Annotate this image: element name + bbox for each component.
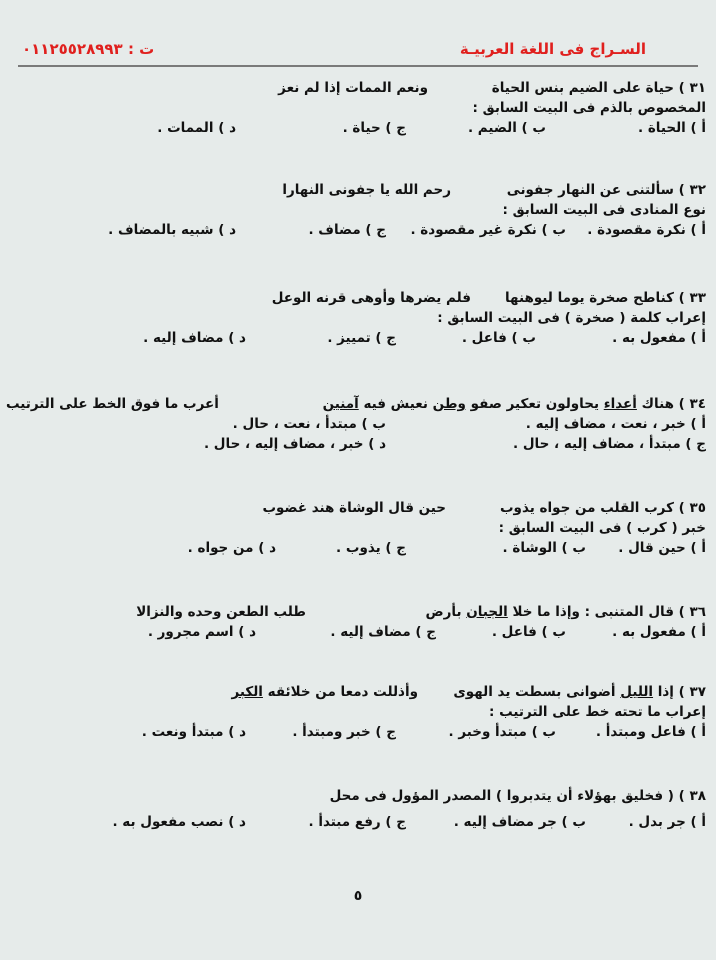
q38-option-b[interactable]: ب ) جر مضاف إليه . bbox=[453, 814, 586, 830]
q36-verse-second: طلب الطعن وحده والنزالا bbox=[136, 604, 306, 620]
q37-option-c[interactable]: ج ) خبر ومبتدأ . bbox=[292, 724, 396, 740]
q33-option-d[interactable]: د ) مضاف إليه . bbox=[143, 330, 246, 346]
q33-option-c[interactable]: ج ) تمييز . bbox=[327, 330, 396, 346]
q35-verse-first: ٣٥ ) كرب القلب من جواه يذوب bbox=[499, 500, 706, 516]
q31-verse-second: ونعم الممات إذا لم نعز bbox=[278, 80, 428, 96]
q37-option-a[interactable]: أ ) فاعل ومبتدأ . bbox=[595, 724, 706, 740]
q38-option-c[interactable]: ج ) رفع مبتدأ . bbox=[308, 814, 406, 830]
q33-verse-first: ٣٣ ) كناطح صخرة يوما ليوهنها bbox=[504, 290, 706, 306]
page-header bbox=[18, 30, 698, 64]
q38-option-a[interactable]: أ ) جر بدل . bbox=[628, 814, 706, 830]
q35-question: خبر ( كرب ) فى البيت السابق : bbox=[498, 520, 706, 536]
question-38 bbox=[6, 788, 706, 836]
q36-option-c[interactable]: ج ) مضاف إليه . bbox=[330, 624, 436, 640]
q36-option-d[interactable]: د ) اسم مجرور . bbox=[147, 624, 256, 640]
q34-middle-1: يحاولون تعكير صفو bbox=[470, 396, 600, 412]
q33-verse-second: فلم يضرها وأوهى قرنه الوعل bbox=[271, 290, 471, 306]
q36-underlined-word: الجبان bbox=[466, 604, 508, 620]
question-33 bbox=[6, 290, 706, 352]
q37-rest-second: وأذللت دمعا من خلائقه bbox=[267, 684, 418, 700]
question-34 bbox=[6, 396, 706, 458]
q35-option-a[interactable]: أ ) حين قال . bbox=[618, 540, 706, 556]
q37-underlined-word-1: الليل bbox=[620, 684, 654, 700]
header-title: السـراج فى اللغة العربيـة bbox=[459, 40, 646, 58]
page-number: ٥ bbox=[353, 888, 363, 904]
q35-option-d[interactable]: د ) من جواه . bbox=[187, 540, 276, 556]
q31-question: المخصوص بالذم فى البيت السابق : bbox=[472, 100, 706, 116]
q34-option-d[interactable]: د ) خبر ، مضاف إليه ، حال . bbox=[203, 436, 386, 452]
q38-option-d[interactable]: د ) نصب مفعول به . bbox=[112, 814, 246, 830]
question-37 bbox=[6, 684, 706, 746]
question-31 bbox=[6, 80, 706, 142]
q31-verse-first: ٣١ ) حياة على الضيم بنس الحياة bbox=[491, 80, 706, 96]
q35-verse-second: حين قال الوشاة هند غضوب bbox=[262, 500, 446, 516]
q33-option-a[interactable]: أ ) مفعول به . bbox=[612, 330, 706, 346]
q32-verse-second: رحم الله يا جفونى النهارا bbox=[282, 182, 451, 198]
q36-prefix: ٣٦ ) قال المتنبى : وإذا ما خلا bbox=[512, 604, 706, 620]
q32-verse-first: ٣٢ ) سألتنى عن النهار جفونى bbox=[506, 182, 706, 198]
q32-question: نوع المنادى فى البيت السابق : bbox=[502, 202, 706, 218]
q37-option-b[interactable]: ب ) مبتدأ وخبر . bbox=[448, 724, 556, 740]
q36-option-b[interactable]: ب ) فاعل . bbox=[491, 624, 566, 640]
q37-underlined-word-2: الكبر bbox=[231, 684, 263, 700]
q32-option-b[interactable]: ب ) نكرة غير مقصودة . bbox=[410, 222, 566, 238]
q37-prefix: ٣٧ ) إذا bbox=[657, 684, 706, 700]
question-35 bbox=[6, 500, 706, 562]
q34-option-c[interactable]: ج ) مبتدأ ، مضاف إليه ، حال . bbox=[512, 436, 706, 452]
q37-rest-first: أضوانى بسطت يد الهوى bbox=[453, 684, 616, 700]
q34-option-a[interactable]: أ ) خبر ، نعت ، مضاف إليه . bbox=[525, 416, 706, 432]
q31-option-d[interactable]: د ) الممات . bbox=[157, 120, 236, 136]
q34-middle-2: نعيش فيه bbox=[363, 396, 428, 412]
header-rule bbox=[18, 65, 698, 67]
q32-option-a[interactable]: أ ) نكرة مقصودة . bbox=[587, 222, 706, 238]
q31-option-b[interactable]: ب ) الضيم . bbox=[467, 120, 546, 136]
q36-option-a[interactable]: أ ) مفعول به . bbox=[612, 624, 706, 640]
q37-verse-first bbox=[453, 684, 706, 700]
q35-option-b[interactable]: ب ) الوشاة . bbox=[502, 540, 586, 556]
q35-option-c[interactable]: ج ) يذوب . bbox=[336, 540, 406, 556]
q34-option-b[interactable]: ب ) مبتدأ ، نعت ، حال . bbox=[232, 416, 386, 432]
q33-question: إعراب كلمة ( صخرة ) فى البيت السابق : bbox=[437, 310, 706, 326]
q32-option-c[interactable]: ج ) مضاف . bbox=[308, 222, 386, 238]
q31-option-c[interactable]: ج ) حياة . bbox=[342, 120, 406, 136]
q34-underlined-word-3: آمنين bbox=[322, 396, 359, 412]
q34-prefix: ٣٤ ) هناك bbox=[641, 396, 706, 412]
q32-option-d[interactable]: د ) شبيه بالمضاف . bbox=[108, 222, 236, 238]
q34-underlined-word-2: وطن bbox=[432, 396, 466, 412]
q36-suffix: بأرض bbox=[425, 604, 462, 620]
header-phone: ت : ٠١١٢٥٥٢٨٩٩٣ bbox=[22, 40, 155, 58]
q31-option-a[interactable]: أ ) الحياة . bbox=[637, 120, 706, 136]
q34-underlined-word-1: أعداء bbox=[603, 396, 637, 412]
q34-instruction: أعرب ما فوق الخط على الترتيب bbox=[6, 396, 219, 412]
q37-option-d[interactable]: د ) مبتدأ ونعت . bbox=[141, 724, 246, 740]
q34-sentence bbox=[323, 396, 706, 412]
q37-verse-second bbox=[231, 684, 418, 700]
question-36 bbox=[6, 604, 706, 646]
q37-question: إعراب ما تحته خط على الترتيب : bbox=[488, 704, 706, 720]
q36-verse-first bbox=[425, 604, 706, 620]
q38-question: ٣٨ ) ( فخليق بهؤلاء أن يتدبروا ) المصدر المؤول فى محل bbox=[329, 788, 706, 804]
q33-option-b[interactable]: ب ) فاعل . bbox=[461, 330, 536, 346]
question-32 bbox=[6, 182, 706, 244]
